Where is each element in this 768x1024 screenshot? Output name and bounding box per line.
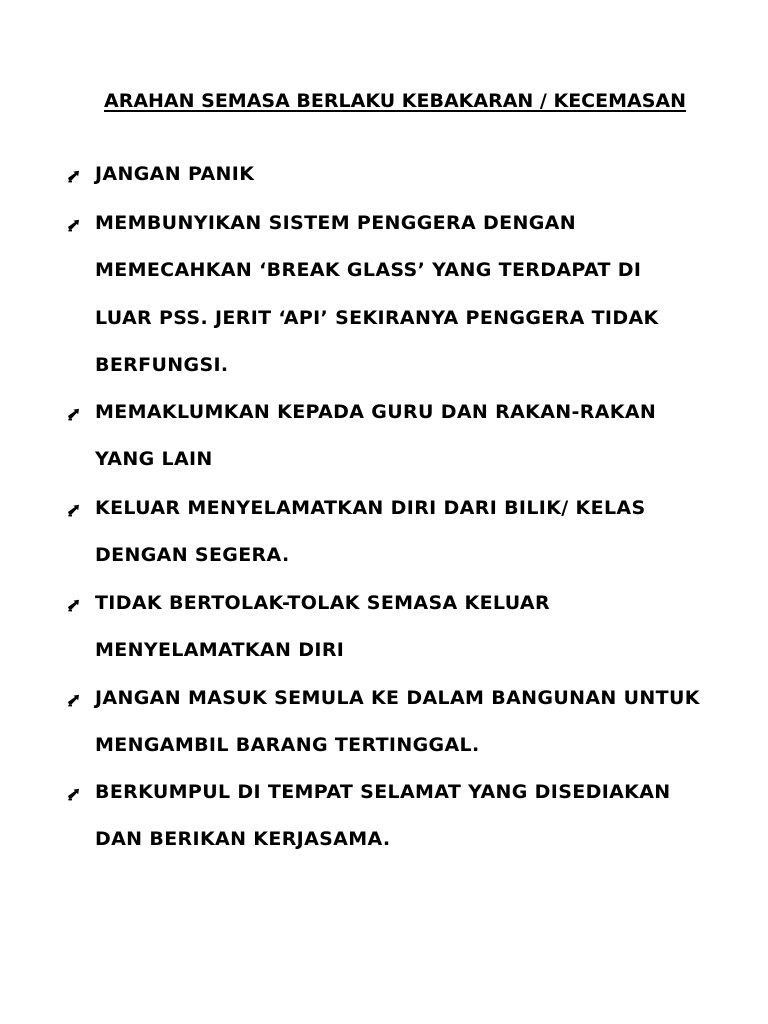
list-item-text: BERKUMPUL DI TEMPAT SELAMAT YANG DISEDIAKAN	[95, 781, 671, 803]
arrow-bullet-icon	[66, 502, 82, 518]
list-item-text: DAN BERIKAN KERJASAMA.	[95, 828, 391, 850]
list-item-text: DENGAN SEGERA.	[95, 544, 290, 566]
list-item-text: JANGAN MASUK SEMULA KE DALAM BANGUNAN UNTUK	[95, 687, 700, 709]
list-item-text: MEMAKLUMKAN KEPADA GURU DAN RAKAN-RAKAN	[95, 401, 657, 423]
list-item-text: TIDAK BERTOLAK-TOLAK SEMASA KELUAR	[95, 592, 550, 614]
arrow-bullet-icon	[66, 217, 82, 233]
arrow-bullet-icon	[66, 597, 82, 613]
list-item-text: KELUAR MENYELAMATKAN DIRI DARI BILIK/ KELAS	[95, 497, 646, 519]
list-item-text: MEMECAHKAN ‘BREAK GLASS’ YANG TERDAPAT DI	[95, 259, 642, 281]
list-item-text: YANG LAIN	[95, 448, 213, 470]
list-item-text: MENYELAMATKAN DIRI	[95, 639, 345, 661]
arrow-bullet-icon	[66, 692, 82, 708]
list-item-text: MENGAMBIL BARANG TERTINGGAL.	[95, 734, 480, 756]
list-item-text: JANGAN PANIK	[95, 163, 255, 185]
list-item-text: LUAR PSS. JERIT ‘API’ SEKIRANYA PENGGERA TIDAK	[95, 307, 659, 329]
arrow-bullet-icon	[66, 406, 82, 422]
list-item-text: BERFUNGSI.	[95, 354, 229, 376]
arrow-bullet-icon	[66, 168, 82, 184]
document-title: ARAHAN SEMASA BERLAKU KEBAKARAN / KECEMASAN	[103, 90, 687, 112]
list-item-text: MEMBUNYIKAN SISTEM PENGGERA DENGAN	[95, 212, 576, 234]
arrow-bullet-icon	[66, 786, 82, 802]
